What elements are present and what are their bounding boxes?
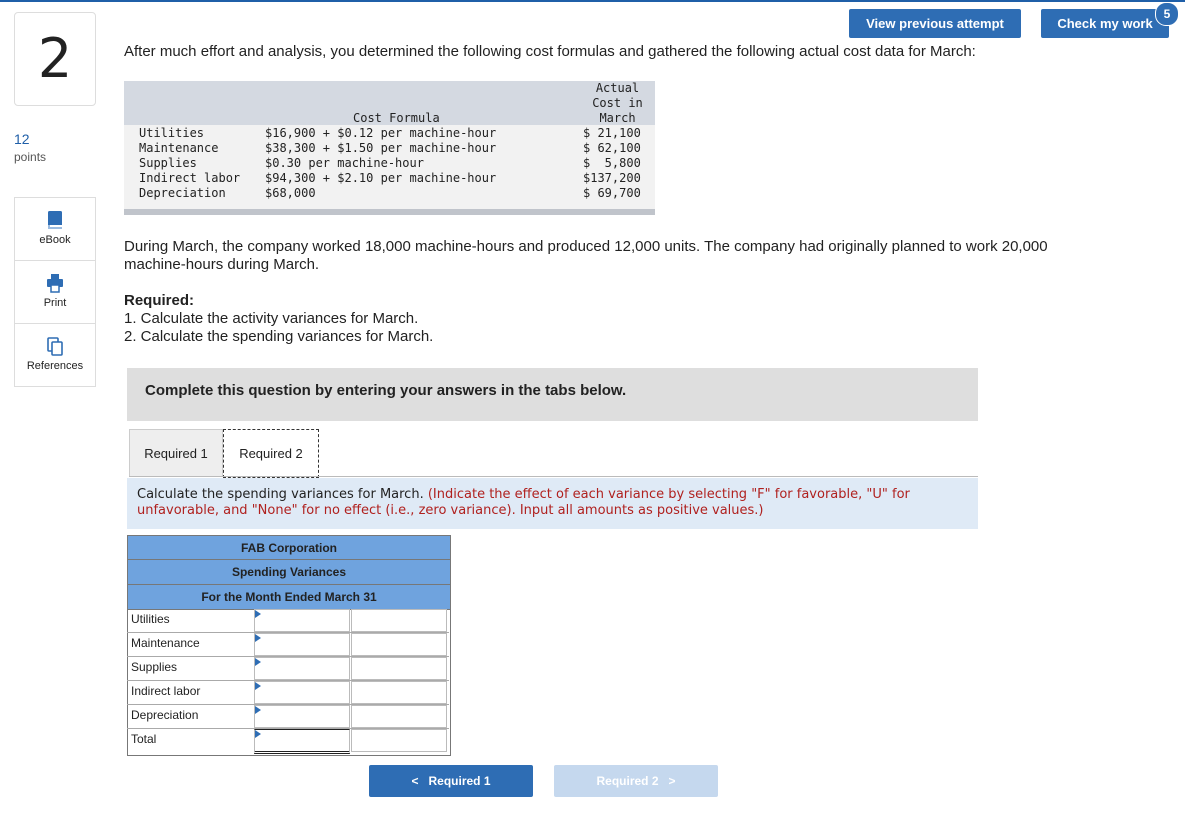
references-label: References xyxy=(26,360,84,372)
intro-text: After much effort and analysis, you determined the following cost formulas and gathered the following actual cost data for March: xyxy=(124,43,976,60)
effect-select[interactable] xyxy=(351,705,447,728)
print-button[interactable] xyxy=(14,260,96,324)
tab-divider xyxy=(129,476,978,477)
total-amount-input[interactable] xyxy=(254,729,350,754)
scenario-paragraph: During March, the company worked 18,000 machine-hours and produced 12,000 units. The company had originally planned to work 20,000 machine-hours during March. xyxy=(124,238,1048,273)
row-formula: $68,000 xyxy=(265,186,316,200)
form-row-supplies xyxy=(127,656,449,681)
prev-required-button[interactable] xyxy=(369,765,533,797)
references-button[interactable] xyxy=(14,323,96,387)
row-actual: $ 69,700 xyxy=(583,186,641,200)
effect-select[interactable] xyxy=(351,609,447,632)
row-actual: $ 21,100 xyxy=(583,126,641,140)
header-cost-formula: Cost Formula xyxy=(353,111,440,125)
question-number: 2 xyxy=(14,12,96,106)
row-item: Depreciation xyxy=(139,186,226,200)
form-title: Spending Variances xyxy=(127,559,451,585)
row-formula: $94,300 + $2.10 per machine-hour xyxy=(265,171,497,185)
next-required-button[interactable] xyxy=(554,765,718,797)
form-row-maintenance xyxy=(127,632,449,657)
check-my-work-button[interactable]: Check my work xyxy=(1041,9,1169,38)
effect-select[interactable] xyxy=(351,657,447,680)
row-label: Indirect labor xyxy=(131,684,201,698)
required-section xyxy=(124,292,433,346)
book-icon xyxy=(46,210,64,230)
amount-input[interactable] xyxy=(254,705,350,728)
dropdown-marker-icon xyxy=(255,658,261,666)
tab-required-1[interactable]: Required 1 xyxy=(129,429,223,477)
printer-icon xyxy=(46,273,64,293)
row-label: Utilities xyxy=(131,612,170,626)
chevron-left-icon: < xyxy=(411,774,429,788)
points-value: 12 xyxy=(14,131,30,147)
row-label: Supplies xyxy=(131,660,178,674)
effect-select[interactable] xyxy=(351,633,447,656)
instruction-box xyxy=(127,478,978,529)
copy-icon xyxy=(46,336,64,356)
cost-table-bottom-bar xyxy=(124,209,655,215)
dropdown-marker-icon xyxy=(255,634,261,642)
row-item: Supplies xyxy=(139,156,197,170)
row-label: Depreciation xyxy=(131,708,199,722)
chevron-right-icon: > xyxy=(658,774,676,788)
row-actual: $ 62,100 xyxy=(583,141,641,155)
row-item: Indirect labor xyxy=(139,171,241,185)
row-actual: $ 5,800 xyxy=(583,156,641,170)
points-label: points xyxy=(14,150,47,164)
amount-input[interactable] xyxy=(254,633,350,656)
row-item: Maintenance xyxy=(139,141,219,155)
header-actual-line-1: Actual xyxy=(595,81,640,95)
required-item-1: 1. Calculate the activity variances for March. xyxy=(124,310,419,327)
required-item-2: 2. Calculate the spending variances for March. xyxy=(124,328,434,345)
view-previous-attempt-button[interactable]: View previous attempt xyxy=(849,9,1021,38)
row-label: Total xyxy=(131,732,157,746)
next-label: Required 2 xyxy=(596,774,659,788)
complete-prompt-text: Complete this question by entering your answers in the tabs below. xyxy=(145,382,627,399)
required-title: Required: xyxy=(124,292,195,309)
instruction-text xyxy=(137,487,937,519)
attempts-badge: 5 xyxy=(1155,2,1179,26)
amount-input[interactable] xyxy=(254,681,350,704)
form-period: For the Month Ended March 31 xyxy=(127,584,451,610)
amount-input[interactable] xyxy=(254,609,350,632)
dropdown-marker-icon xyxy=(255,706,261,714)
row-actual: $137,200 xyxy=(583,171,641,185)
row-item: Utilities xyxy=(139,126,205,140)
ebook-label: eBook xyxy=(39,234,71,246)
row-label: Maintenance xyxy=(131,636,200,650)
instruction-main: Calculate the spending variances for March. xyxy=(137,487,424,502)
row-formula: $0.30 per machine-hour xyxy=(265,156,424,170)
effect-select[interactable] xyxy=(351,729,447,752)
effect-select[interactable] xyxy=(351,681,447,704)
dropdown-marker-icon xyxy=(255,610,261,618)
amount-input[interactable] xyxy=(254,657,350,680)
ebook-button[interactable] xyxy=(14,197,96,261)
header-actual-line-2: Cost in xyxy=(592,96,643,110)
form-row-depreciation xyxy=(127,704,449,729)
form-company: FAB Corporation xyxy=(127,535,451,561)
header-actual-line-3: March xyxy=(599,111,636,125)
dropdown-marker-icon xyxy=(255,682,261,690)
row-formula: $16,900 + $0.12 per machine-hour xyxy=(265,126,497,140)
form-row-indirect-labor xyxy=(127,680,449,705)
print-label: Print xyxy=(43,297,67,309)
form-row-utilities xyxy=(127,608,449,633)
form-row-total xyxy=(127,728,449,752)
complete-prompt-banner xyxy=(127,368,978,421)
cost-formula-table xyxy=(124,81,655,215)
top-accent-line xyxy=(0,0,1185,2)
prev-label: Required 1 xyxy=(428,774,491,788)
instruction-note: (Indicate the effect of each variance by selecting "F" for favorable, "U" for unfavorable, and "None" for no effect (i.e., zero variance). Input all amounts as positive values.) xyxy=(137,487,910,518)
dropdown-marker-icon xyxy=(255,730,261,738)
row-formula: $38,300 + $1.50 per machine-hour xyxy=(265,141,497,155)
tab-required-2[interactable]: Required 2 xyxy=(223,429,319,478)
